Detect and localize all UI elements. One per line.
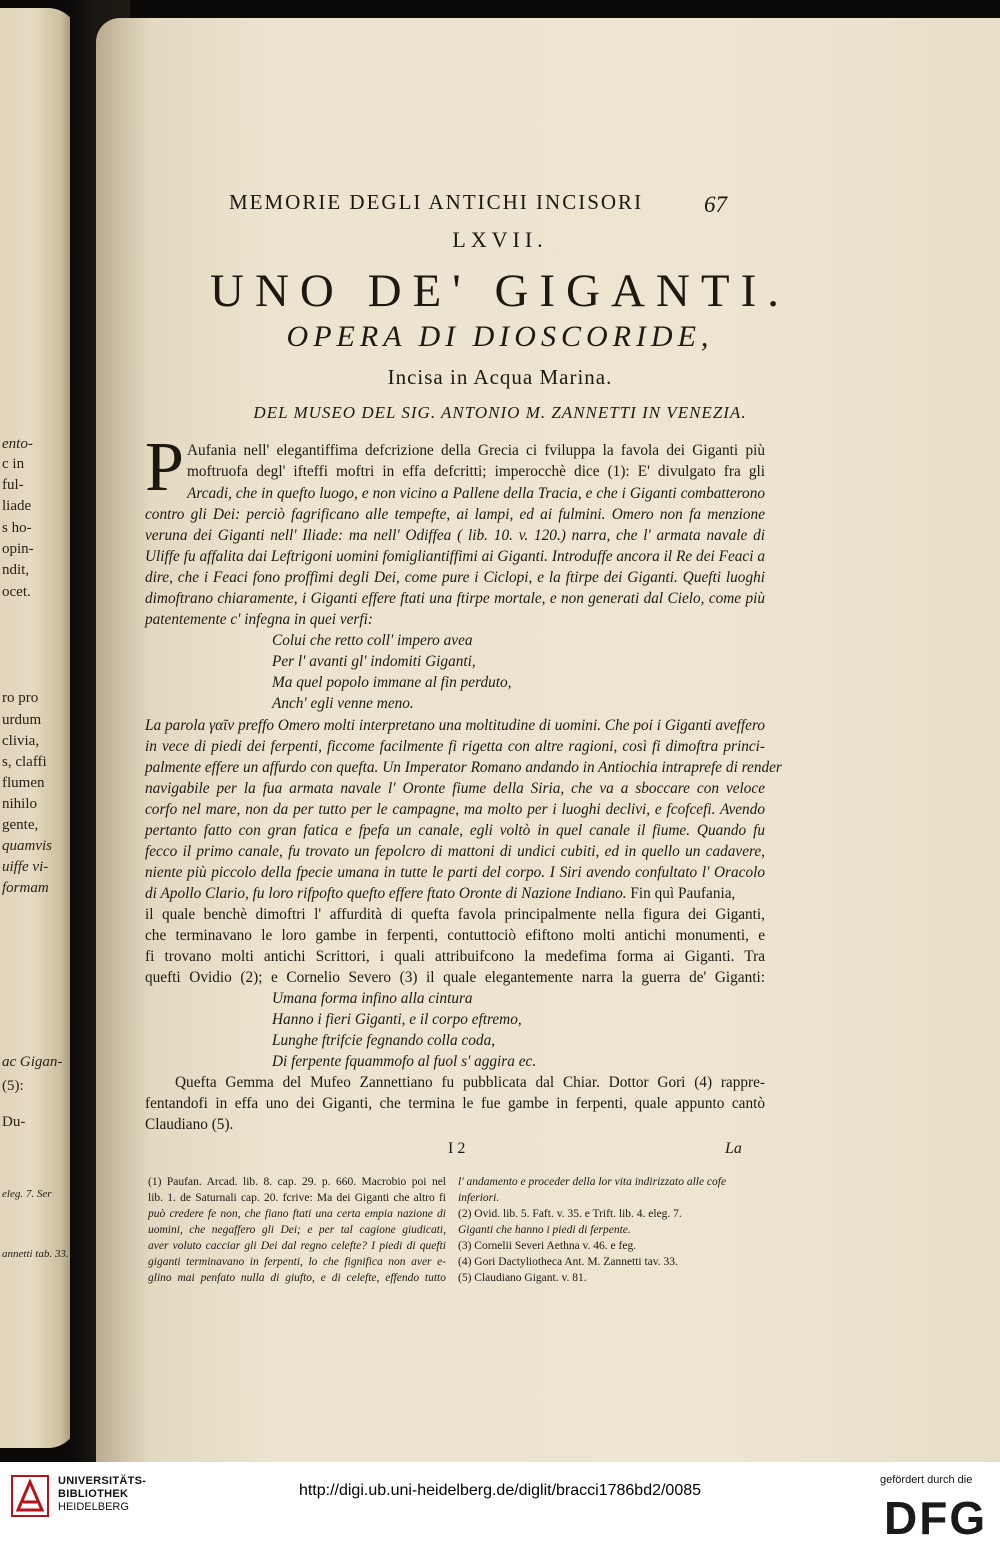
text-line: pertanto fatto con gran fatica e fpefa un canale, egli voltò in quel canale il fiume. Quando fu — [145, 822, 765, 839]
page-number: 67 — [704, 192, 727, 217]
text-line: corfo nel mare, non da per tutto per le campagne, ma molto per i luoghi declivi, e fcofcefi. Avendo — [145, 801, 765, 818]
text-line: il quale benchè dimoftri l' affurdità di quefta favola principalmente nella figura dei Giganti, — [145, 906, 765, 923]
text-line: Quefta Gemma del Mufeo Zannettiano fu pubblicata dal Chiar. Dottor Gori (4) rappre- — [175, 1074, 765, 1091]
left-page-fragment: c in — [2, 456, 25, 472]
institution-line: HEIDELBERG — [58, 1501, 129, 1513]
text-line: Claudiano (5). — [145, 1116, 234, 1133]
drop-capital: P — [145, 429, 184, 506]
footnote-line: inferiori. — [458, 1192, 500, 1204]
left-page-fragment: clivia, — [2, 733, 40, 749]
plate-number: LXVII. — [452, 227, 548, 252]
text-line: fentandofi in effa uno dei Giganti, che termina le fue gambe in ferpenti, quale appunto cantò — [145, 1095, 765, 1112]
left-page-fragment: ful- — [2, 477, 24, 493]
text-line: quefti Ovidio (2); e Cornelio Severo (3) il quale elegantemente narra la guerra de' Giganti: — [145, 969, 765, 986]
catchword: La — [725, 1140, 742, 1157]
left-page-fragment: annetti tab. 33. — [2, 1248, 69, 1260]
collection-line: DEL MUSEO DEL SIG. ANTONIO M. ZANNETTI IN VENEZIA. — [253, 403, 747, 422]
left-page-fragment: Du- — [2, 1114, 26, 1130]
left-page-fragment: gente, — [2, 817, 39, 833]
text-line: in vece di piedi dei ferpenti, ficcome facilmente fi rigetta con altre ragioni, così fi dimoftra princi- — [145, 738, 765, 755]
footnote-line: (2) Ovid. lib. 5. Faft. v. 35. e Trift. lib. 4. eleg. 7. — [458, 1208, 682, 1220]
left-page-fragment: (5): — [2, 1078, 24, 1094]
verse-line: Umana forma infino alla cintura — [272, 990, 473, 1007]
left-page-fragment: urdum — [2, 712, 42, 728]
left-page-fragment: s, claffi — [2, 754, 47, 770]
left-page-fragment: s ho- — [2, 520, 32, 536]
footnote-line: giganti terminavano in ferpenti, lo che fignifica non aver e- — [148, 1256, 446, 1268]
viewer-footer — [0, 1462, 1000, 1547]
text-line: contro gli Dei: perciò fagrificano alle tempefte, ai lampi, ed ai fulmini. Omero non fa menzione — [145, 506, 765, 523]
sponsor-caption: gefördert durch die — [880, 1474, 973, 1486]
running-title: MEMORIE DEGLI ANTICHI INCISORI — [229, 190, 644, 214]
footnote-line: Giganti che hanno i piedi di ferpente. — [458, 1224, 631, 1236]
text-line-roman: Fin quì Paufania, — [626, 885, 736, 902]
left-page-fragment: flumen — [2, 775, 45, 791]
text-line: veruna dei Giganti nell' Iliade: ma nell' Odiffea ( lib. 10. v. 120.) narra, che l' armata navale di — [145, 527, 765, 544]
text-line: che terminavano le loro gambe in ferpenti, contuttociò efiftono molti antichi monumenti, e — [145, 927, 765, 944]
text-line: Aufania nell' elegantiffima defcrizione della Grecia ci fviluppa la favola dei Giganti più — [187, 442, 765, 459]
footnote-line: (5) Claudiano Gigant. v. 81. — [458, 1272, 587, 1284]
text-line-italic: di Apollo Clario, fu loro rifpofto quefto effere ftato Oronte di Nazione Indiano. — [145, 885, 627, 902]
previous-page-edge — [0, 8, 78, 1448]
text-line — [145, 885, 765, 903]
text-line: niente più piccolo della fpecie umana in tutte le parti del corpo. I Siri avendo confultato l' Oracolo — [145, 864, 765, 881]
left-page-fragment: ocet. — [2, 584, 31, 600]
verse-line: Anch' egli venne meno. — [272, 695, 414, 712]
text-line: fi trovano molti antichi Scrittori, i quali attribuifcono la medefima forma ai Giganti. Tra — [145, 948, 765, 965]
dfg-logo-text: DFG — [884, 1492, 988, 1540]
text-line: Uliffe fu affalita dai Leftrigoni uomini fomigliantiffimi ai Giganti. Introduffe ancora il Re dei Feaci a — [145, 548, 765, 565]
institution-line: BIBLIOTHEK — [58, 1488, 129, 1500]
footnote-line: (4) Gori Dactyliotheca Ant. M. Zannetti tav. 33. — [458, 1256, 678, 1268]
left-page-fragment: ento- — [2, 436, 33, 452]
verse-line: Colui che retto coll' impero avea — [272, 632, 473, 649]
footnote-line: l' andamento e proceder della lor vita indirizzato alle cofe — [458, 1176, 727, 1188]
left-page-fragment: ndit, — [2, 562, 30, 578]
footnote-line: può credere fe non, che fiano ftati una certa empia nazione di — [148, 1208, 446, 1220]
footnote-line: aver voluto cacciar gli Dei dal regno celefte? I piedi di quefti — [148, 1240, 446, 1252]
verse-line: Di ferpente fquammofo al fuol s' aggira ec. — [272, 1053, 537, 1070]
text-line: palmente effere un affurdo con quefta. Un Imperator Romano andando in Antiochia intraprefe di render — [145, 759, 782, 776]
institution-line: UNIVERSITÄTS- — [58, 1475, 147, 1487]
left-page-fragment: nihilo — [2, 796, 38, 812]
verse-line: Ma quel popolo immane al fin perduto, — [272, 674, 512, 691]
left-page-fragment: ac Gigan- — [2, 1054, 63, 1070]
left-page-fragment: uiffe vi- — [2, 859, 49, 875]
footnote-line: uomini, che negaffero gli Dei; e per tal cagione giudicati, — [148, 1224, 446, 1236]
left-page-fragment: formam — [2, 880, 49, 896]
engraving-material: Incisa in Acqua Marina. — [387, 365, 613, 389]
left-page-fragment: eleg. 7. Ser — [2, 1188, 52, 1200]
dfg-logo-icon[interactable] — [882, 1490, 990, 1540]
subtitle: OPERA DI DIOSCORIDE, — [286, 320, 714, 353]
text-line: navigabile per la fua armata navale l' Oronte fiume della Siria, che va a sboccare con veloce — [145, 780, 765, 797]
left-page-fragment: quamvis — [2, 838, 52, 854]
text-line: La parola γαῖν preffo Omero molti interpretano una moltitudine di uomini. Che poi i Giganti aveffero — [145, 717, 765, 734]
left-page-fragment: opin- — [2, 541, 34, 557]
left-page-fragment: liade — [2, 498, 32, 514]
text-line: dire, che i Feaci fono proffimi degli Dei, come pure i Ciclopi, e la ftirpe dei Giganti. Quefti luoghi — [145, 569, 765, 586]
text-line: patentemente c' infegna in quei verfi: — [145, 611, 373, 628]
verse-line: Lunghe ftrifcie fegnando colla coda, — [272, 1032, 496, 1049]
text-line: fecco il primo canale, fu trovato un fepolcro di mattoni di undici cubiti, ed in quello un cadavere, — [145, 843, 765, 860]
footnote-line: lib. 1. de Saturnali cap. 20. fcrive: Ma dei Giganti che altro fi — [148, 1192, 446, 1204]
permalink-url[interactable]: http://digi.ub.uni-heidelberg.de/diglit/bracci1786bd2/0085 — [298, 1482, 702, 1499]
footnote-line: (3) Cornelii Severi Aethna v. 46. e feg. — [458, 1240, 637, 1252]
signature-mark: I 2 — [448, 1140, 466, 1157]
text-line: Arcadi, che in quefto luogo, e non vicino a Pallene della Tracia, e che i Giganti combatterono — [187, 485, 765, 502]
left-page-fragment: ro pro — [2, 690, 39, 706]
text-line: dimoftrano chiaramente, i Giganti effere ftati una ftirpe mortale, e non generati dal Cielo, come più — [145, 590, 765, 607]
page-title: UNO DE' GIGANTI. — [210, 265, 790, 317]
footnote-line: glino mai penfato nulla di giufto, e di celefte, effendo tutto — [148, 1272, 446, 1284]
verse-line: Per l' avanti gl' indomiti Giganti, — [272, 653, 476, 670]
verse-line: Hanno i fieri Giganti, e il corpo eftremo, — [272, 1011, 522, 1028]
footnote-line: (1) Paufan. Arcad. lib. 8. cap. 29. p. 660. Macrobio poi nel — [148, 1176, 446, 1188]
text-line: moftruofa degl' ifteffi moftri in effa defcritti; imperocchè dice (1): E' divulgato fra gli — [187, 463, 765, 480]
